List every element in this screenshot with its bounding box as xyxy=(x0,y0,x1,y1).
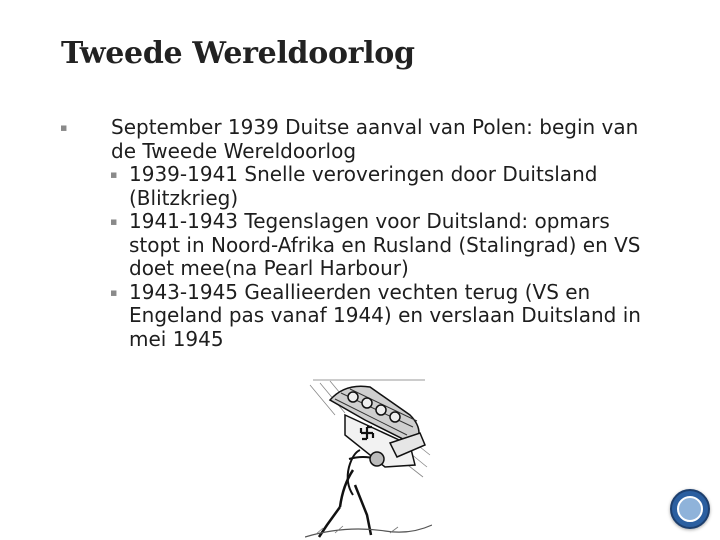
bullet-icon: ▪ xyxy=(60,121,68,134)
sub-bullet-text: 1941-1943 Tegenslagen voor Duitsland: opmars stopt in Noord-Afrika en Rusland (Stalingrad) en VS doet mee(na Pearl Harbour) xyxy=(129,209,641,280)
circle-nav-icon xyxy=(677,496,703,522)
slide-title: Tweede Wereldoorlog xyxy=(61,36,415,71)
bullet-list xyxy=(60,116,660,351)
sub-bullet-text: 1939-1941 Snelle veroveringen door Duitsland (Blitzkrieg) xyxy=(129,162,598,210)
bullet-icon: ▪ xyxy=(110,168,118,181)
nav-button[interactable] xyxy=(670,489,710,529)
bullet-icon: ▪ xyxy=(110,215,118,228)
list-item xyxy=(78,210,660,281)
list-item xyxy=(78,281,660,352)
bullet-list-container xyxy=(60,116,660,351)
bullet-icon: ▪ xyxy=(110,285,118,299)
sub-bullet-list xyxy=(78,163,660,351)
list-item xyxy=(60,116,660,351)
list-item xyxy=(78,163,660,210)
sub-bullet-text: 1943-1945 Geallieerden vechten terug (VS en Engeland pas vanaf 1944) en verslaan Duitsland in mei 1945 xyxy=(129,279,641,351)
cartoon-tank-soldier-icon xyxy=(305,375,432,540)
bullet-text: September 1939 Duitse aanval van Polen: begin van de Tweede Wereldoorlog xyxy=(111,115,639,163)
